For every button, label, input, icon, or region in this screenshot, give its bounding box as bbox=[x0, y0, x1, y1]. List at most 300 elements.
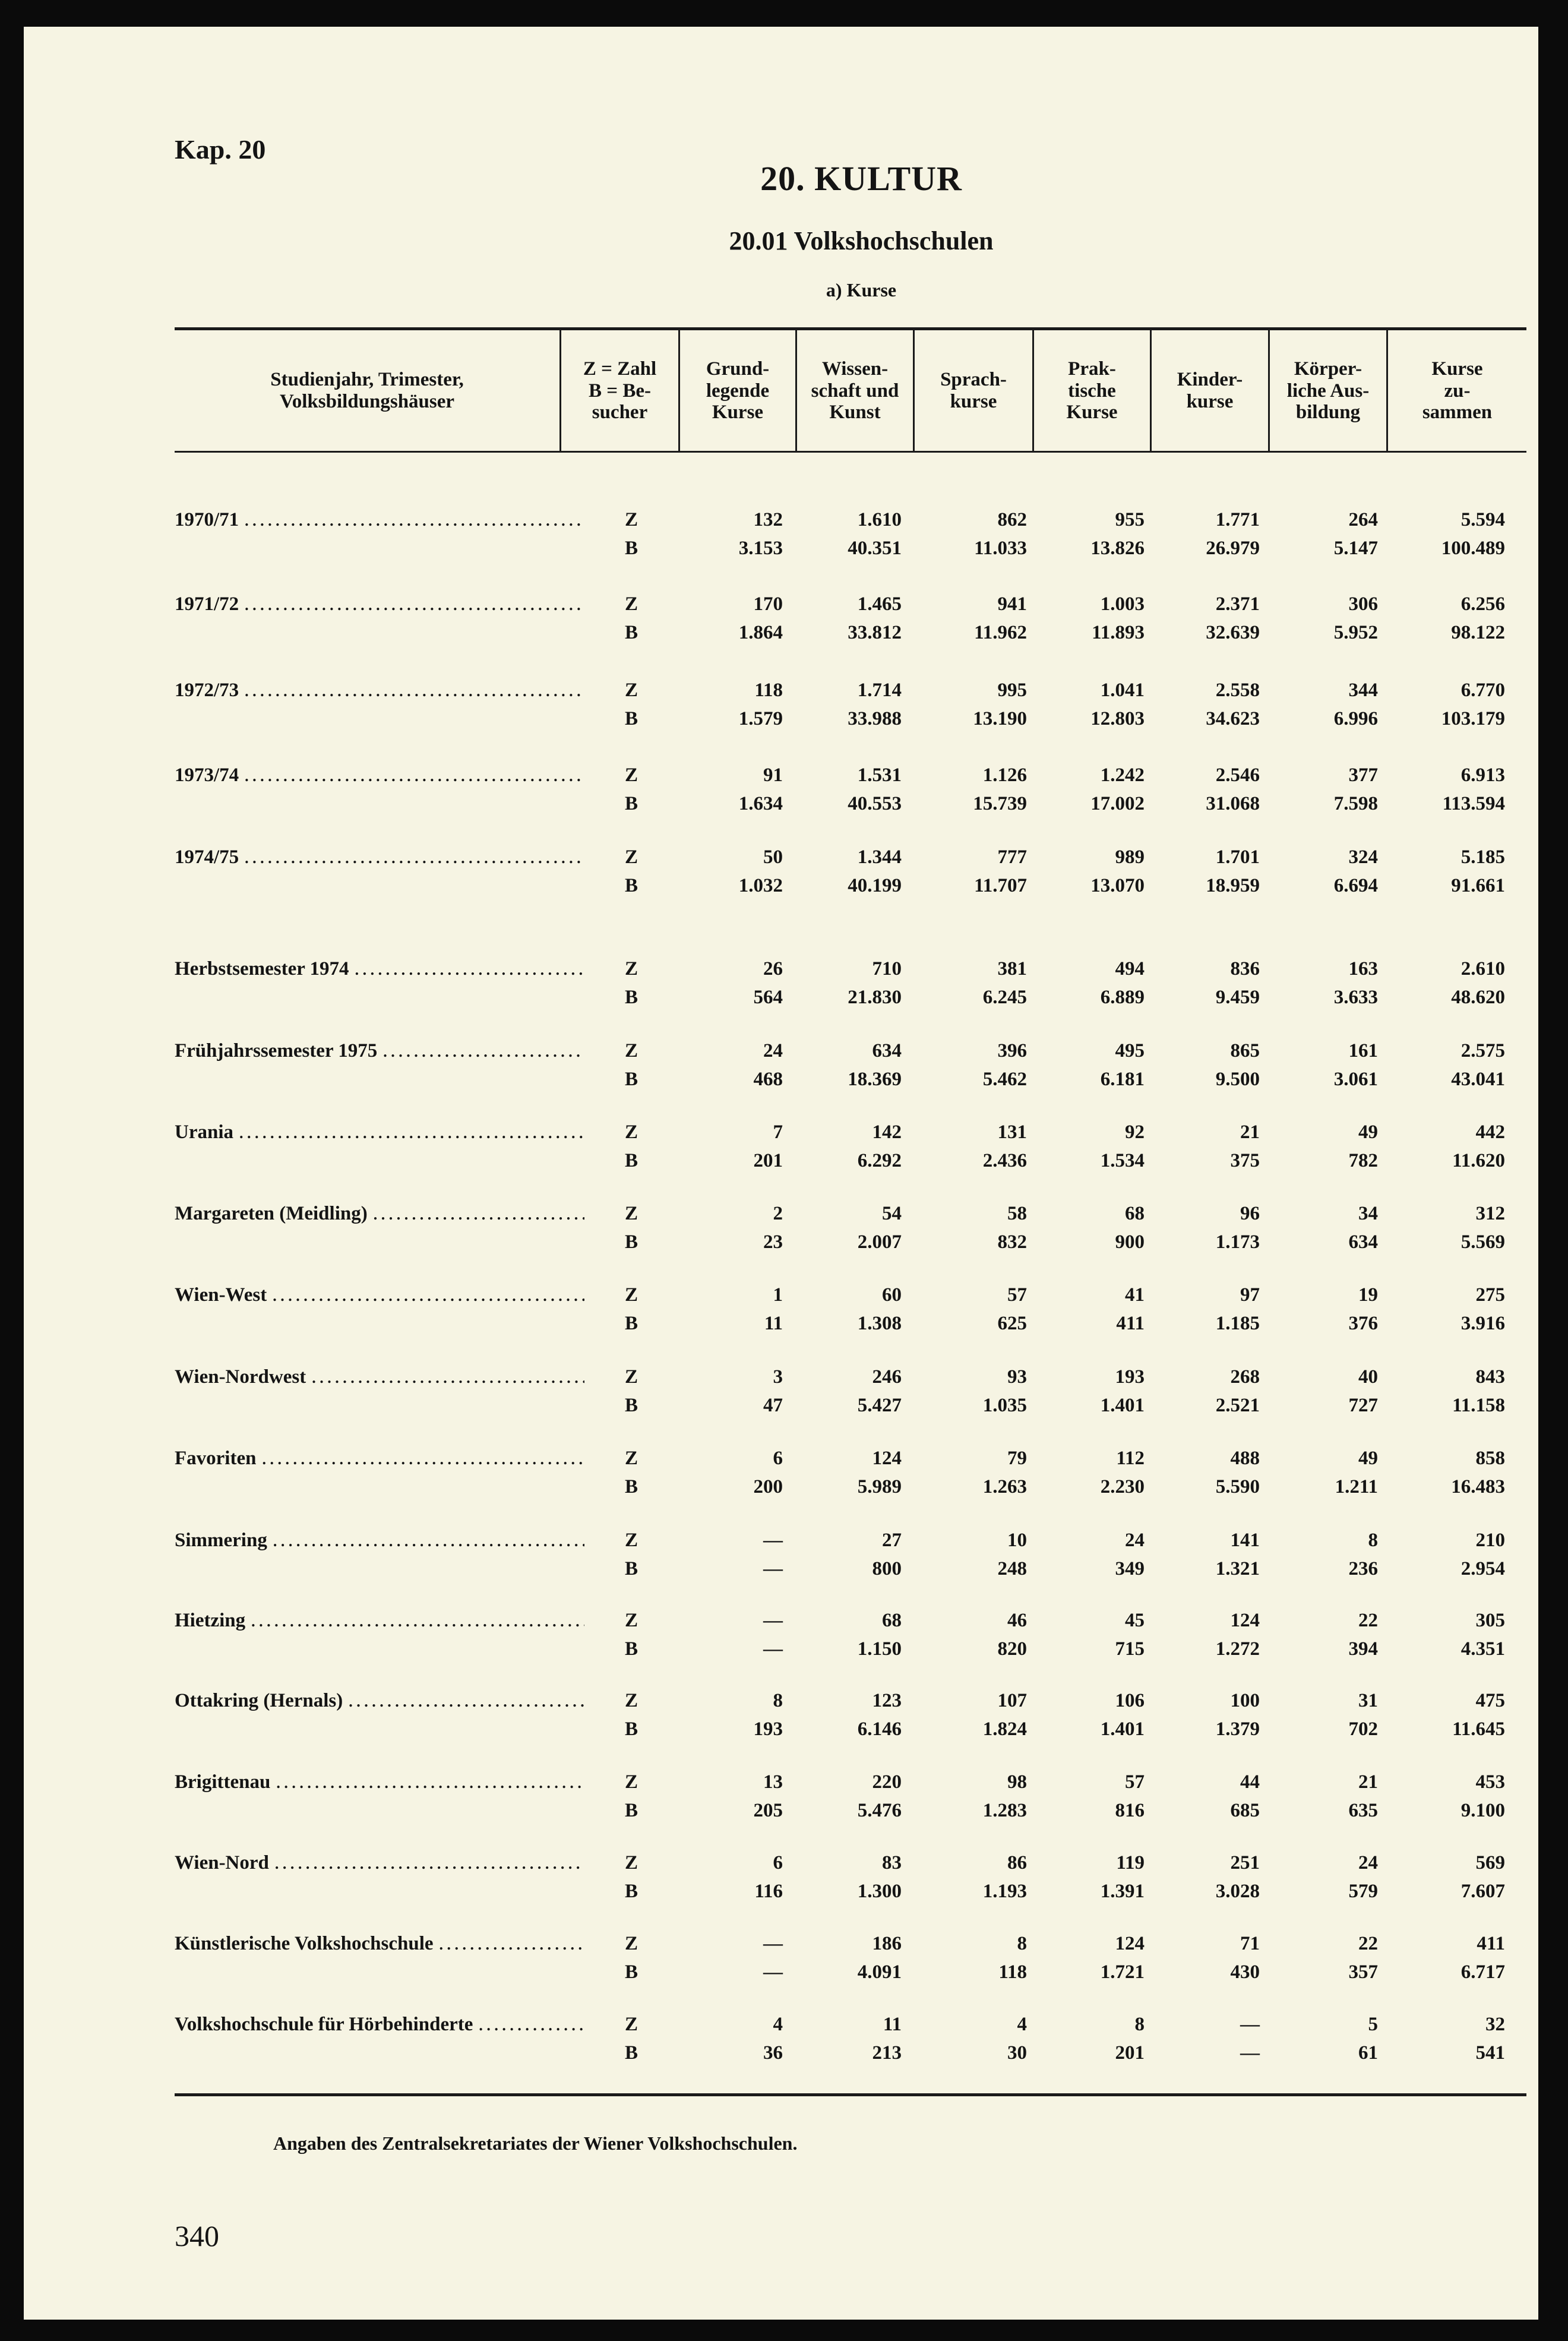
leader-dots bbox=[262, 1448, 584, 1470]
zahl-cell: 2.558 bbox=[1215, 680, 1260, 701]
besucher-cell: 685 bbox=[1230, 1800, 1260, 1821]
zahl-cell: 100 bbox=[1230, 1690, 1260, 1711]
zahl-cell: 124 bbox=[872, 1448, 902, 1469]
zahl-cell: 92 bbox=[1125, 1121, 1145, 1143]
besucher-cell: 118 bbox=[998, 1961, 1027, 1983]
besucher-cell: 820 bbox=[997, 1638, 1027, 1660]
table-bottom-rule bbox=[175, 2093, 1526, 2096]
zahl-cell: 6 bbox=[773, 1852, 783, 1874]
besucher-cell: 113.594 bbox=[1442, 793, 1505, 814]
besucher-cell: 11.620 bbox=[1452, 1150, 1505, 1171]
besucher-cell: 357 bbox=[1348, 1961, 1378, 1983]
zahl-cell: 377 bbox=[1348, 764, 1378, 786]
besucher-cell: 702 bbox=[1348, 1718, 1378, 1740]
leader-dots bbox=[275, 1852, 584, 1874]
besucher-cell: 18.369 bbox=[848, 1069, 902, 1090]
b-marker: B bbox=[624, 1069, 638, 1090]
besucher-cell: 1.211 bbox=[1335, 1476, 1378, 1498]
zahl-cell: 49 bbox=[1358, 1121, 1378, 1143]
z-marker: Z bbox=[624, 846, 638, 868]
besucher-cell: — bbox=[763, 1558, 783, 1579]
row-label bbox=[175, 1852, 584, 1874]
zahl-cell: 710 bbox=[872, 958, 902, 980]
leader-dots bbox=[374, 1203, 584, 1225]
zahl-cell: 131 bbox=[997, 1121, 1027, 1143]
z-marker: Z bbox=[624, 1448, 638, 1469]
zahl-cell: 186 bbox=[872, 1933, 902, 1954]
zahl-cell: 27 bbox=[882, 1530, 902, 1551]
zahl-cell: 955 bbox=[1115, 509, 1145, 530]
besucher-cell: 5.569 bbox=[1460, 1231, 1505, 1253]
row-label bbox=[175, 1203, 584, 1225]
row-label bbox=[175, 1771, 584, 1793]
zahl-cell: 68 bbox=[1125, 1203, 1145, 1224]
b-marker: B bbox=[624, 622, 638, 643]
besucher-cell: 213 bbox=[872, 2042, 902, 2064]
besucher-cell: 21.830 bbox=[848, 987, 902, 1008]
besucher-cell: 2.007 bbox=[857, 1231, 902, 1253]
zahl-cell: 1.610 bbox=[857, 509, 902, 530]
besucher-cell: 7.598 bbox=[1333, 793, 1378, 814]
besucher-cell: 3.916 bbox=[1460, 1313, 1505, 1334]
besucher-cell: 4.091 bbox=[857, 1961, 902, 1983]
z-marker: Z bbox=[624, 2014, 638, 2035]
header-label-column: Studienjahr, Trimester, Volksbildungshäuser bbox=[270, 369, 464, 412]
zahl-cell: 86 bbox=[1007, 1852, 1027, 1874]
besucher-cell: 40.199 bbox=[848, 875, 902, 896]
row-label-text: Urania bbox=[175, 1121, 233, 1143]
header-z-b: Z = Zahl B = Be- sucher bbox=[583, 358, 657, 424]
b-marker: B bbox=[624, 987, 638, 1008]
besucher-cell: 468 bbox=[753, 1069, 783, 1090]
table-top-rule bbox=[175, 327, 1526, 330]
leader-dots bbox=[355, 958, 584, 980]
besucher-cell: 376 bbox=[1348, 1313, 1378, 1334]
zahl-cell: 1.041 bbox=[1100, 680, 1145, 701]
row-label bbox=[175, 1530, 584, 1552]
besucher-cell: 394 bbox=[1348, 1638, 1378, 1660]
besucher-cell: 3.633 bbox=[1333, 987, 1378, 1008]
besucher-cell: 33.812 bbox=[848, 622, 902, 643]
zahl-cell: 142 bbox=[872, 1121, 902, 1143]
besucher-cell: 635 bbox=[1348, 1800, 1378, 1821]
besucher-cell: 6.694 bbox=[1333, 875, 1378, 896]
besucher-cell: 5.147 bbox=[1333, 538, 1378, 559]
besucher-cell: 248 bbox=[997, 1558, 1027, 1579]
zahl-cell: 19 bbox=[1358, 1284, 1378, 1306]
besucher-cell: 201 bbox=[1115, 2042, 1145, 2064]
besucher-cell: 98.122 bbox=[1451, 622, 1505, 643]
besucher-cell: 9.459 bbox=[1215, 987, 1260, 1008]
zahl-cell: 4 bbox=[1017, 2014, 1027, 2035]
row-label bbox=[175, 958, 584, 980]
besucher-cell: 1.401 bbox=[1100, 1395, 1145, 1416]
zahl-cell: 5 bbox=[1368, 2014, 1378, 2035]
besucher-cell: 18.959 bbox=[1206, 875, 1260, 896]
zahl-cell: 107 bbox=[997, 1690, 1027, 1711]
zahl-cell: 124 bbox=[1115, 1933, 1145, 1954]
besucher-cell: 61 bbox=[1358, 2042, 1378, 2064]
besucher-cell: 48.620 bbox=[1451, 987, 1505, 1008]
main-title: 20. KULTUR bbox=[760, 159, 962, 198]
zahl-cell: 22 bbox=[1358, 1933, 1378, 1954]
table-row bbox=[24, 1690, 1538, 1748]
besucher-cell: 3.153 bbox=[738, 538, 783, 559]
zahl-cell: 124 bbox=[1230, 1610, 1260, 1631]
zahl-cell: 132 bbox=[753, 509, 783, 530]
besucher-cell: 2.954 bbox=[1460, 1558, 1505, 1579]
zahl-cell: 118 bbox=[754, 680, 783, 701]
zahl-cell: 22 bbox=[1358, 1610, 1378, 1631]
leader-dots bbox=[383, 1040, 584, 1062]
zahl-cell: 68 bbox=[882, 1610, 902, 1631]
besucher-cell: 13.190 bbox=[973, 708, 1027, 729]
zahl-cell: 44 bbox=[1240, 1771, 1260, 1793]
table-row bbox=[24, 1771, 1538, 1830]
zahl-cell: 1.242 bbox=[1100, 764, 1145, 786]
besucher-cell: 11.962 bbox=[974, 622, 1027, 643]
besucher-cell: 1.534 bbox=[1100, 1150, 1145, 1171]
besucher-cell: 11.707 bbox=[974, 875, 1027, 896]
besucher-cell: 2.230 bbox=[1100, 1476, 1145, 1498]
zahl-cell: 79 bbox=[1007, 1448, 1027, 1469]
zahl-cell: 6.913 bbox=[1460, 764, 1505, 786]
besucher-cell: 13.070 bbox=[1090, 875, 1145, 896]
row-label bbox=[175, 1366, 584, 1388]
besucher-cell: 7.607 bbox=[1460, 1881, 1505, 1902]
zahl-cell: 2 bbox=[773, 1203, 783, 1224]
row-label-text: Ottakring (Hernals) bbox=[175, 1690, 343, 1711]
zahl-cell: 34 bbox=[1358, 1203, 1378, 1224]
besucher-cell: — bbox=[763, 1638, 783, 1660]
header-bottom-rule bbox=[175, 451, 1526, 453]
besucher-cell: 23 bbox=[763, 1231, 783, 1253]
chapter-label: Kap. 20 bbox=[175, 134, 266, 165]
zahl-cell: 91 bbox=[763, 764, 783, 786]
row-label bbox=[175, 509, 584, 531]
leader-dots bbox=[251, 1610, 584, 1632]
b-marker: B bbox=[624, 875, 638, 896]
b-marker: B bbox=[624, 1476, 638, 1498]
zahl-cell: 5.185 bbox=[1460, 846, 1505, 868]
zahl-cell: 306 bbox=[1348, 593, 1378, 615]
zahl-cell: 24 bbox=[763, 1040, 783, 1061]
header-sprachkurse: Sprach- kurse bbox=[940, 369, 1007, 412]
leader-dots bbox=[239, 1121, 584, 1143]
section-title: a) Kurse bbox=[826, 279, 897, 301]
zahl-cell: 98 bbox=[1007, 1771, 1027, 1793]
zahl-cell: 5.594 bbox=[1460, 509, 1505, 530]
besucher-cell: 5.952 bbox=[1333, 622, 1378, 643]
besucher-cell: 5.590 bbox=[1215, 1476, 1260, 1498]
zahl-cell: 264 bbox=[1348, 509, 1378, 530]
b-marker: B bbox=[624, 1395, 638, 1416]
zahl-cell: 268 bbox=[1230, 1366, 1260, 1388]
besucher-cell: 541 bbox=[1475, 2042, 1505, 2064]
b-marker: B bbox=[624, 1718, 638, 1740]
zahl-cell: 141 bbox=[1230, 1530, 1260, 1551]
zahl-cell: 995 bbox=[997, 680, 1027, 701]
row-label bbox=[175, 764, 584, 786]
zahl-cell: 411 bbox=[1477, 1933, 1505, 1954]
table-row bbox=[24, 1040, 1538, 1098]
besucher-cell: 1.579 bbox=[738, 708, 783, 729]
leader-dots bbox=[273, 1530, 584, 1552]
z-marker: Z bbox=[624, 593, 638, 615]
besucher-cell: 1.634 bbox=[738, 793, 783, 814]
besucher-cell: 5.476 bbox=[857, 1800, 902, 1821]
zahl-cell: 46 bbox=[1007, 1610, 1027, 1631]
leader-dots bbox=[479, 2014, 584, 2036]
zahl-cell: 494 bbox=[1115, 958, 1145, 980]
zahl-cell: 275 bbox=[1475, 1284, 1505, 1306]
zahl-cell: 989 bbox=[1115, 846, 1145, 868]
besucher-cell: 91.661 bbox=[1451, 875, 1505, 896]
row-label bbox=[175, 1933, 584, 1955]
zahl-cell: 8 bbox=[1134, 2014, 1145, 2035]
besucher-cell: 1.824 bbox=[982, 1718, 1027, 1740]
leader-dots bbox=[276, 1771, 584, 1793]
z-marker: Z bbox=[624, 1203, 638, 1224]
zahl-cell: 21 bbox=[1358, 1771, 1378, 1793]
b-marker: B bbox=[624, 1638, 638, 1660]
besucher-cell: 800 bbox=[872, 1558, 902, 1579]
zahl-cell: 10 bbox=[1007, 1530, 1027, 1551]
besucher-cell: 1.173 bbox=[1215, 1231, 1260, 1253]
besucher-cell: 1.379 bbox=[1215, 1718, 1260, 1740]
header-wissenschaft-kunst: Wissen- schaft und Kunst bbox=[811, 358, 899, 424]
zahl-cell: 97 bbox=[1240, 1284, 1260, 1306]
besucher-cell: 1.193 bbox=[982, 1881, 1027, 1902]
table-row bbox=[24, 2014, 1538, 2072]
zahl-cell: 2.546 bbox=[1215, 764, 1260, 786]
z-marker: Z bbox=[624, 1284, 638, 1306]
zahl-cell: 4 bbox=[773, 2014, 783, 2035]
besucher-cell: 832 bbox=[997, 1231, 1027, 1253]
besucher-cell: 205 bbox=[753, 1800, 783, 1821]
table-row bbox=[24, 1284, 1538, 1342]
leader-dots bbox=[245, 509, 584, 531]
table-row bbox=[24, 1203, 1538, 1261]
besucher-cell: 1.032 bbox=[738, 875, 783, 896]
row-label bbox=[175, 1284, 584, 1306]
b-marker: B bbox=[624, 1150, 638, 1171]
zahl-cell: 865 bbox=[1230, 1040, 1260, 1061]
zahl-cell: 123 bbox=[872, 1690, 902, 1711]
zahl-cell: 324 bbox=[1348, 846, 1378, 868]
b-marker: B bbox=[624, 2042, 638, 2064]
besucher-cell: 26.979 bbox=[1206, 538, 1260, 559]
besucher-cell: 6.292 bbox=[857, 1150, 902, 1171]
besucher-cell: 12.803 bbox=[1090, 708, 1145, 729]
zahl-cell: — bbox=[763, 1933, 783, 1954]
zahl-cell: 843 bbox=[1475, 1366, 1505, 1388]
besucher-cell: 16.483 bbox=[1451, 1476, 1505, 1498]
besucher-cell: 11.893 bbox=[1092, 622, 1145, 643]
besucher-cell: 103.179 bbox=[1441, 708, 1505, 729]
besucher-cell: 4.351 bbox=[1460, 1638, 1505, 1660]
row-label-text: Hietzing bbox=[175, 1610, 246, 1631]
zahl-cell: 93 bbox=[1007, 1366, 1027, 1388]
besucher-cell: 40.553 bbox=[848, 793, 902, 814]
besucher-cell: 47 bbox=[763, 1395, 783, 1416]
leader-dots bbox=[312, 1366, 584, 1388]
zahl-cell: 6.256 bbox=[1460, 593, 1505, 615]
zahl-cell: 58 bbox=[1007, 1203, 1027, 1224]
b-marker: B bbox=[624, 1961, 638, 1983]
zahl-cell: 1.344 bbox=[857, 846, 902, 868]
z-marker: Z bbox=[624, 1771, 638, 1793]
besucher-cell: 3.028 bbox=[1215, 1881, 1260, 1902]
b-marker: B bbox=[624, 708, 638, 729]
zahl-cell: 442 bbox=[1475, 1121, 1505, 1143]
zahl-cell: 2.371 bbox=[1215, 593, 1260, 615]
row-label-text: Volkshochschule für Hörbehinderte bbox=[175, 2014, 473, 2035]
b-marker: B bbox=[624, 538, 638, 559]
besucher-cell: 564 bbox=[753, 987, 783, 1008]
z-marker: Z bbox=[624, 680, 638, 701]
zahl-cell: 210 bbox=[1475, 1530, 1505, 1551]
besucher-cell: 36 bbox=[763, 2042, 783, 2064]
zahl-cell: 1.126 bbox=[982, 764, 1027, 786]
zahl-cell: 57 bbox=[1125, 1771, 1145, 1793]
row-label-text: 1973/74 bbox=[175, 764, 239, 786]
b-marker: B bbox=[624, 1313, 638, 1334]
table-row bbox=[24, 1933, 1538, 1991]
besucher-cell: 2.436 bbox=[982, 1150, 1027, 1171]
zahl-cell: 170 bbox=[753, 593, 783, 615]
besucher-cell: 1.401 bbox=[1100, 1718, 1145, 1740]
besucher-cell: 15.739 bbox=[973, 793, 1027, 814]
besucher-cell: 3.061 bbox=[1333, 1069, 1378, 1090]
zahl-cell: 1 bbox=[773, 1284, 783, 1306]
besucher-cell: 375 bbox=[1230, 1150, 1260, 1171]
besucher-cell: 634 bbox=[1348, 1231, 1378, 1253]
besucher-cell: 9.100 bbox=[1460, 1800, 1505, 1821]
besucher-cell: 1.283 bbox=[982, 1800, 1027, 1821]
besucher-cell: 816 bbox=[1115, 1800, 1145, 1821]
zahl-cell: 475 bbox=[1475, 1690, 1505, 1711]
row-label-text: 1971/72 bbox=[175, 593, 239, 615]
zahl-cell: 26 bbox=[763, 958, 783, 980]
zahl-cell: — bbox=[763, 1610, 783, 1631]
zahl-cell: — bbox=[1240, 2014, 1260, 2035]
row-label bbox=[175, 1610, 584, 1632]
besucher-cell: 9.500 bbox=[1215, 1069, 1260, 1090]
page-number: 340 bbox=[175, 2219, 219, 2252]
zahl-cell: 112 bbox=[1116, 1448, 1145, 1469]
zahl-cell: 8 bbox=[1017, 1933, 1027, 1954]
zahl-cell: 312 bbox=[1475, 1203, 1505, 1224]
row-label-text: Künstlerische Volkshochschule bbox=[175, 1933, 434, 1954]
zahl-cell: 83 bbox=[882, 1852, 902, 1874]
zahl-cell: 381 bbox=[997, 958, 1027, 980]
zahl-cell: 32 bbox=[1485, 2014, 1505, 2035]
zahl-cell: 858 bbox=[1475, 1448, 1505, 1469]
zahl-cell: 2.575 bbox=[1460, 1040, 1505, 1061]
besucher-cell: 6.717 bbox=[1460, 1961, 1505, 1983]
besucher-cell: 193 bbox=[753, 1718, 783, 1740]
besucher-cell: 201 bbox=[753, 1150, 783, 1171]
besucher-cell: 430 bbox=[1230, 1961, 1260, 1983]
besucher-cell: 5.989 bbox=[857, 1476, 902, 1498]
zahl-cell: — bbox=[763, 1530, 783, 1551]
besucher-cell: 33.988 bbox=[848, 708, 902, 729]
besucher-cell: 900 bbox=[1115, 1231, 1145, 1253]
zahl-cell: 13 bbox=[763, 1771, 783, 1793]
row-label-text: Wien-Nordwest bbox=[175, 1366, 306, 1388]
table-row bbox=[24, 593, 1538, 652]
zahl-cell: 941 bbox=[997, 593, 1027, 615]
besucher-cell: 11 bbox=[764, 1313, 783, 1334]
row-label-text: Wien-West bbox=[175, 1284, 267, 1306]
table-row bbox=[24, 1366, 1538, 1424]
zahl-cell: 1.003 bbox=[1100, 593, 1145, 615]
zahl-cell: 54 bbox=[882, 1203, 902, 1224]
table-row bbox=[24, 764, 1538, 823]
z-marker: Z bbox=[624, 1933, 638, 1954]
zahl-cell: 193 bbox=[1115, 1366, 1145, 1388]
zahl-cell: 6 bbox=[773, 1448, 783, 1469]
besucher-cell: 6.181 bbox=[1100, 1069, 1145, 1090]
zahl-cell: 57 bbox=[1007, 1284, 1027, 1306]
leader-dots bbox=[245, 846, 584, 868]
zahl-cell: 106 bbox=[1115, 1690, 1145, 1711]
besucher-cell: 11.645 bbox=[1452, 1718, 1505, 1740]
besucher-cell: 200 bbox=[753, 1476, 783, 1498]
besucher-cell: 1.391 bbox=[1100, 1881, 1145, 1902]
b-marker: B bbox=[624, 1558, 638, 1579]
z-marker: Z bbox=[624, 1530, 638, 1551]
besucher-cell: 1.721 bbox=[1100, 1961, 1145, 1983]
row-label-text: Herbstsemester 1974 bbox=[175, 958, 349, 980]
zahl-cell: 488 bbox=[1230, 1448, 1260, 1469]
besucher-cell: 32.639 bbox=[1206, 622, 1260, 643]
row-label bbox=[175, 1690, 584, 1712]
zahl-cell: 41 bbox=[1125, 1284, 1145, 1306]
zahl-cell: 777 bbox=[997, 846, 1027, 868]
b-marker: B bbox=[624, 1231, 638, 1253]
table-row bbox=[24, 680, 1538, 738]
zahl-cell: 1.465 bbox=[857, 593, 902, 615]
table-title: 20.01 Volkshochschulen bbox=[729, 226, 994, 255]
leader-dots bbox=[245, 764, 584, 786]
besucher-cell: 17.002 bbox=[1090, 793, 1145, 814]
row-label-text: Frühjahrssemester 1975 bbox=[175, 1040, 378, 1061]
besucher-cell: 349 bbox=[1115, 1558, 1145, 1579]
z-marker: Z bbox=[624, 1040, 638, 1061]
besucher-cell: 43.041 bbox=[1451, 1069, 1505, 1090]
zahl-cell: 8 bbox=[1368, 1530, 1378, 1551]
row-label-text: Margareten (Meidling) bbox=[175, 1203, 368, 1224]
besucher-cell: 579 bbox=[1348, 1881, 1378, 1902]
z-marker: Z bbox=[624, 764, 638, 786]
leader-dots bbox=[349, 1690, 584, 1712]
zahl-cell: 24 bbox=[1358, 1852, 1378, 1874]
besucher-cell: 30 bbox=[1007, 2042, 1027, 2064]
row-label-text: 1974/75 bbox=[175, 846, 239, 868]
besucher-cell: 6.996 bbox=[1333, 708, 1378, 729]
row-label bbox=[175, 680, 584, 702]
zahl-cell: 96 bbox=[1240, 1203, 1260, 1224]
table-row bbox=[24, 1852, 1538, 1910]
b-marker: B bbox=[624, 793, 638, 814]
besucher-cell: 2.521 bbox=[1215, 1395, 1260, 1416]
besucher-cell: 1.263 bbox=[982, 1476, 1027, 1498]
zahl-cell: 3 bbox=[773, 1366, 783, 1388]
zahl-cell: 569 bbox=[1475, 1852, 1505, 1874]
document-page bbox=[24, 27, 1538, 2320]
